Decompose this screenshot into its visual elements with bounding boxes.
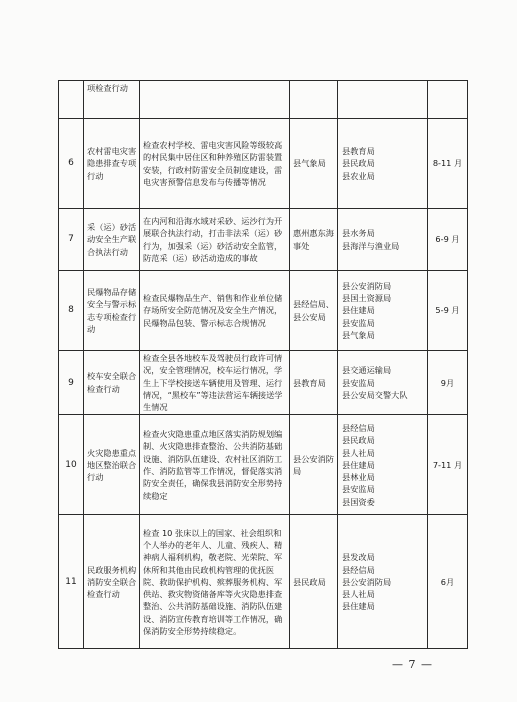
action-name: 民爆物品存储安全与警示标志专项检查行动 — [84, 271, 140, 351]
cooperating-department: 县民政局 — [342, 158, 375, 169]
cooperating-department: 县公安消防局 — [342, 280, 392, 291]
cooperating-department: 县海洋与渔业局 — [342, 240, 400, 251]
time-period: 5-9 月 — [428, 271, 468, 351]
cooperating-department: 县公安局交警大队 — [342, 389, 408, 400]
cooperating-department: 县气象局 — [342, 329, 375, 340]
action-name: 项检查行动 — [84, 81, 140, 119]
lead-department: 县经信局、县公安局 — [290, 271, 338, 351]
cooperating-department: 县教育局 — [342, 146, 375, 157]
inspection-content: 检查民爆物品生产、销售和作业单位储存场所安全防范情况及安全生产情况，民爆物品包装、警示标志合规情况 — [140, 271, 290, 351]
action-name: 采（运）砂活动安全生产联合执法行动 — [84, 209, 140, 271]
cooperating-department: 县经信局 — [342, 422, 375, 433]
table-body — [59, 81, 468, 649]
row-number — [59, 81, 84, 119]
time-period: 9月 — [428, 351, 468, 415]
action-name: 校车安全联合检查行动 — [84, 351, 140, 415]
cooperating-department: 县住建局 — [342, 459, 375, 470]
time-period: 6月 — [428, 515, 468, 649]
lead-department: 县公安消防局 — [290, 415, 338, 515]
cooperating-departments — [338, 351, 428, 415]
page-number: — 7 — — [392, 658, 433, 671]
cooperating-department: 县发改局 — [342, 552, 375, 563]
cooperating-departments — [338, 119, 428, 209]
lead-department: 惠州惠东海事处 — [290, 209, 338, 271]
lead-department: 县民政局 — [290, 515, 338, 649]
cooperating-department: 县国资委 — [342, 496, 375, 507]
action-name: 农村雷电灾害隐患排查专项行动 — [84, 119, 140, 209]
table-row — [59, 119, 468, 209]
table-row — [59, 415, 468, 515]
lead-department: 县教育局 — [290, 351, 338, 415]
row-number: 7 — [59, 209, 84, 271]
row-number: 11 — [59, 515, 84, 649]
cooperating-department: 县民政局 — [342, 435, 375, 446]
cooperating-department: 县安监局 — [342, 317, 375, 328]
row-number: 8 — [59, 271, 84, 351]
time-period: 8-11 月 — [428, 119, 468, 209]
cooperating-department: 县住建局 — [342, 601, 375, 612]
lead-department: 县气象局 — [290, 119, 338, 209]
cooperating-department: 县林业局 — [342, 472, 375, 483]
inspection-content: 检查火灾隐患重点地区落实消防规划编制、火灾隐患排查整治、公共消防基础设施、消防队伍建设、农村社区消防工作、消防监管等工作情况，督促落实消防安全责任，确保我县消防安全形势持续稳定 — [140, 415, 290, 515]
cooperating-department: 县人社局 — [342, 589, 375, 600]
row-number: 6 — [59, 119, 84, 209]
inspection-content — [140, 81, 290, 119]
cooperating-department: 县住建局 — [342, 305, 375, 316]
cooperating-departments — [338, 515, 428, 649]
cooperating-department: 县安监局 — [342, 484, 375, 495]
cooperating-department: 县交通运输局 — [342, 365, 392, 376]
cooperating-department: 县人社局 — [342, 447, 375, 458]
cooperating-department: 县农业局 — [342, 170, 375, 181]
time-period — [428, 81, 468, 119]
lead-department — [290, 81, 338, 119]
time-period: 6-9 月 — [428, 209, 468, 271]
cooperating-department: 县国土资源局 — [342, 293, 392, 304]
inspection-content: 检查全县各地校车及驾驶员行政许可情况，安全管理情况，校车运行情况，学生上下学校接送车辆使用及管理、运行情况，“黑校车”等违法营运车辆接送学生情况 — [140, 351, 290, 415]
cooperating-department: 县水务局 — [342, 228, 375, 239]
cooperating-department: 县安监局 — [342, 377, 375, 388]
table-row — [59, 351, 468, 415]
table-row — [59, 209, 468, 271]
table-row — [59, 515, 468, 649]
table-row — [59, 81, 468, 119]
cooperating-department: 县经信局 — [342, 564, 375, 575]
time-period: 7-11 月 — [428, 415, 468, 515]
inspection-table — [58, 80, 468, 649]
inspection-content: 在内河和沿海水域对采砂、运沙行为开展联合执法行动，打击非法采（运）砂行为，加强采（运）砂活动安全监管，防范采（运）砂活动造成的事故 — [140, 209, 290, 271]
inspection-content: 检查农村学校、雷电灾害风险等级较高的村民集中居住区和种养殖区防雷装置安装，行政村防雷安全员制度建设，雷电灾害预警信息发布与传播等情况 — [140, 119, 290, 209]
action-name: 火灾隐患重点地区整治联合行动 — [84, 415, 140, 515]
cooperating-department: 县公安消防局 — [342, 576, 392, 587]
cooperating-departments — [338, 81, 428, 119]
cooperating-departments — [338, 271, 428, 351]
row-number: 10 — [59, 415, 84, 515]
table-row — [59, 271, 468, 351]
row-number: 9 — [59, 351, 84, 415]
action-name: 民政服务机构消防安全联合检查行动 — [84, 515, 140, 649]
inspection-content: 检查 10 张床以上的国家、社会组织和个人举办的老年人、儿童、残疾人、精神病人福利机构，敬老院、光荣院、军休所和其他由民政机构管理的优抚医院、救助保护机构、殡葬服务机构、军供站、救灾物资储备库等火灾隐患排查整治、公共消防基础设施、消防队伍建设、消防宣传教育培训等工作情况，确保消防安全形势持续稳定。 — [140, 515, 290, 649]
cooperating-departments — [338, 415, 428, 515]
cooperating-departments — [338, 209, 428, 271]
